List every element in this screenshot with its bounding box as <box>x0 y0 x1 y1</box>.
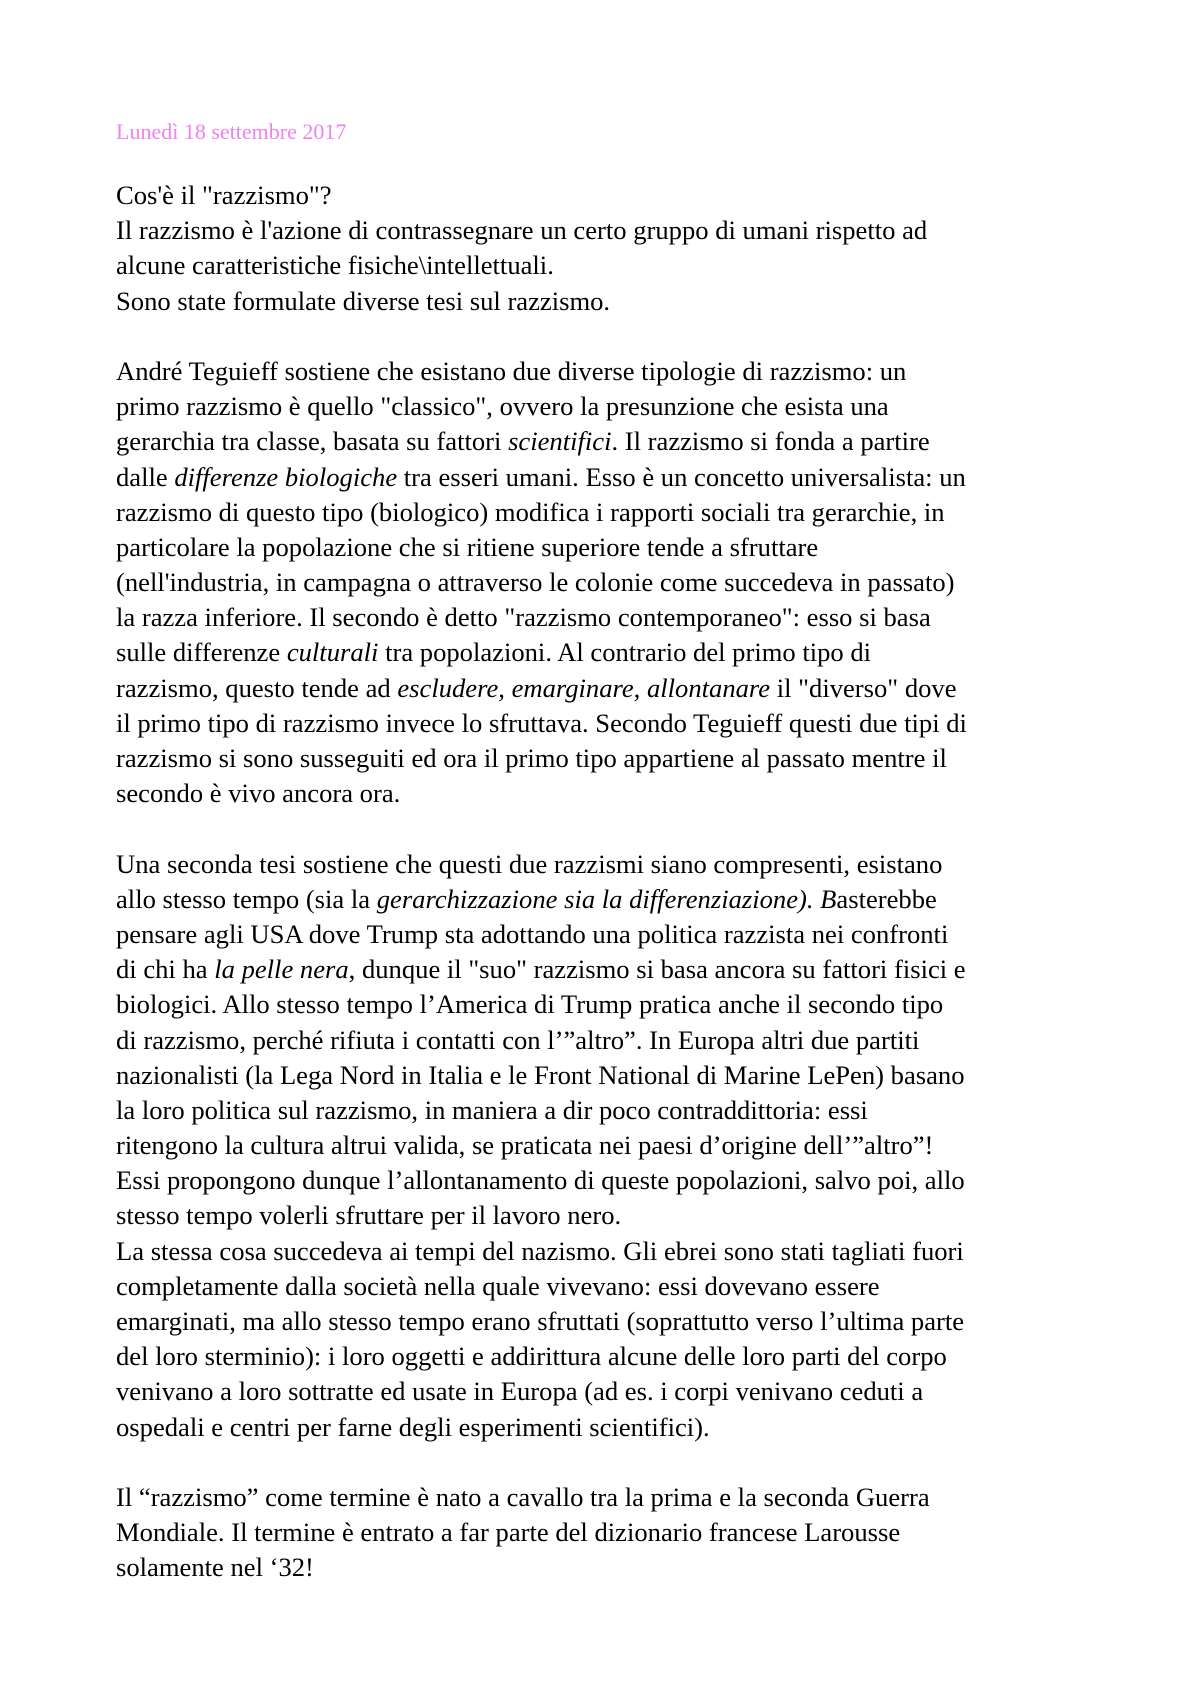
text-run: ritengono la cultura altrui valida, se praticata nei paesi d’origine dell’”altro”! <box>116 1130 934 1161</box>
text-run: il "diverso" dove <box>770 672 957 703</box>
text-run: solamente nel ‘32! <box>116 1552 314 1583</box>
text-run: sulle differenze <box>116 637 287 668</box>
text-line <box>116 389 1116 424</box>
text-line <box>116 284 1116 319</box>
text-run: gerarchia tra classe, basata su fattori <box>116 426 509 457</box>
italic-text: escludere, emarginare, allontanare <box>397 672 771 703</box>
text-line <box>116 213 1116 248</box>
italic-text: culturali <box>286 637 379 668</box>
text-run: di chi ha <box>116 954 215 985</box>
text-run: il primo tipo di razzismo invece lo sfruttava. Secondo Teguieff questi due tipi di <box>116 707 967 738</box>
text-line <box>116 248 1116 283</box>
text-run: tra esseri umani. Esso è un concetto universalista: un <box>397 461 966 492</box>
paragraph <box>116 847 1116 1445</box>
italic-text: la pelle nera <box>214 954 349 985</box>
text-run: . Il razzismo si fonda a partire <box>611 426 930 457</box>
text-run: completamente dalla società nella quale vivevano: essi dovevano essere <box>116 1270 880 1301</box>
text-run: Il “razzismo” come termine è nato a cavallo tra la prima e la seconda Guerra <box>116 1481 930 1512</box>
text-line <box>116 1234 1116 1269</box>
text-line <box>116 600 1116 635</box>
text-line <box>116 952 1116 987</box>
text-run: venivano a loro sottratte ed usate in Europa (ad es. i corpi venivano ceduti a <box>116 1376 924 1407</box>
text-line <box>116 635 1116 670</box>
text-line <box>116 1093 1116 1128</box>
text-line <box>116 178 1116 213</box>
text-run: stesso tempo volerli sfruttare per il lavoro nero. <box>116 1200 622 1231</box>
text-run: di razzismo, perché rifiuta i contatti con l’”altro”. In Europa altri due partiti <box>116 1024 920 1055</box>
text-line <box>116 741 1116 776</box>
text-run: Sono state formulate diverse tesi sul razzismo. <box>116 285 611 316</box>
text-run: Il razzismo è l'azione di contrassegnare un certo gruppo di umani rispetto ad <box>116 215 928 246</box>
paragraph <box>116 1480 1116 1586</box>
text-run: Cos'è il "razzismo"? <box>116 180 332 210</box>
text-run: ospedali e centri per farne degli esperimenti scientifici). <box>116 1411 710 1442</box>
text-run: allo stesso tempo (sia la <box>116 883 377 914</box>
text-run: razzismo di questo tipo (biologico) modifica i rapporti sociali tra gerarchie, in <box>116 496 945 527</box>
text-run: secondo è vivo ancora ora. <box>116 778 401 809</box>
text-line <box>116 565 1116 600</box>
text-line <box>116 1163 1116 1198</box>
text-run: Essi propongono dunque l’allontanamento di queste popolazioni, salvo poi, allo <box>116 1165 965 1196</box>
paragraph-gap <box>116 811 1116 846</box>
text-run: pensare agli USA dove Trump sta adottando una politica razzista nei confronti <box>116 918 949 949</box>
text-run: asterebbe <box>836 883 937 914</box>
text-run: nazionalisti (la Lega Nord in Italia e le Front National di Marine LePen) basano <box>116 1059 965 1090</box>
text-run: la loro politica sul razzismo, in maniera a dir poco contraddittoria: essi <box>116 1094 868 1125</box>
text-line <box>116 847 1116 882</box>
italic-text: differenze biologiche <box>174 461 398 492</box>
text-run: Una seconda tesi sostiene che questi due razzismi siano compresenti, esistano <box>116 848 943 879</box>
text-run: alcune caratteristiche fisiche\intellettuali. <box>116 250 554 281</box>
text-run: del loro sterminio): i loro oggetti e addirittura alcune delle loro parti del corpo <box>116 1341 947 1372</box>
text-run: André Teguieff sostiene che esistano due diverse tipologie di razzismo: un <box>116 355 907 386</box>
text-line <box>116 460 1116 495</box>
text-line <box>116 1410 1116 1445</box>
text-run: dalle <box>116 461 175 492</box>
paragraph <box>116 178 1116 319</box>
text-run: , dunque il "suo" razzismo si basa ancora su fattori fisici e <box>348 954 966 985</box>
text-line <box>116 530 1116 565</box>
text-run: emarginati, ma allo stesso tempo erano sfruttati (soprattutto verso l’ultima parte <box>116 1306 965 1336</box>
text-line <box>116 1515 1116 1550</box>
paragraph <box>116 354 1116 811</box>
text-line <box>116 917 1116 952</box>
text-run: la razza inferiore. Il secondo è detto "razzismo contemporaneo": esso si basa <box>116 602 931 633</box>
text-run: biologici. Allo stesso tempo l’America di Trump pratica anche il secondo tipo <box>116 989 944 1020</box>
text-line <box>116 1550 1116 1585</box>
text-line <box>116 1339 1116 1374</box>
text-line <box>116 1128 1116 1163</box>
text-line <box>116 706 1116 741</box>
text-line <box>116 1269 1116 1304</box>
text-line <box>116 1304 1116 1339</box>
text-run: La stessa cosa succedeva ai tempi del nazismo. Gli ebrei sono stati tagliati fuori <box>116 1235 964 1266</box>
italic-text: gerarchizzazione sia la differenziazione). B <box>376 883 837 914</box>
document-date: Lunedì 18 settembre 2017 <box>116 119 347 144</box>
text-run: Mondiale. Il termine è entrato a far parte del dizionario francese Larousse <box>116 1517 901 1548</box>
text-line <box>116 424 1116 459</box>
text-line <box>116 1058 1116 1093</box>
text-run: (nell'industria, in campagna o attraverso le colonie come succedeva in passato) <box>116 567 955 598</box>
text-line <box>116 1198 1116 1233</box>
text-line <box>116 776 1116 811</box>
text-run: razzismo si sono susseguiti ed ora il primo tipo appartiene al passato mentre il <box>116 743 947 773</box>
text-run: particolare la popolazione che si ritiene superiore tende a sfruttare <box>116 531 819 562</box>
paragraph-gap <box>116 319 1116 354</box>
text-run: tra popolazioni. Al contrario del primo tipo di <box>378 637 872 668</box>
text-line <box>116 354 1116 389</box>
italic-text: scientifici <box>508 426 612 457</box>
text-line <box>116 987 1116 1022</box>
text-line <box>116 671 1116 706</box>
text-run: razzismo, questo tende ad <box>116 672 398 703</box>
text-run: primo razzismo è quello "classico", ovvero la presunzione che esista una <box>116 391 889 422</box>
paragraph-gap <box>116 1445 1116 1480</box>
text-line <box>116 1374 1116 1409</box>
text-line <box>116 495 1116 530</box>
text-line <box>116 1480 1116 1515</box>
text-line <box>116 882 1116 917</box>
document-body <box>116 178 1116 1586</box>
text-line <box>116 1023 1116 1058</box>
